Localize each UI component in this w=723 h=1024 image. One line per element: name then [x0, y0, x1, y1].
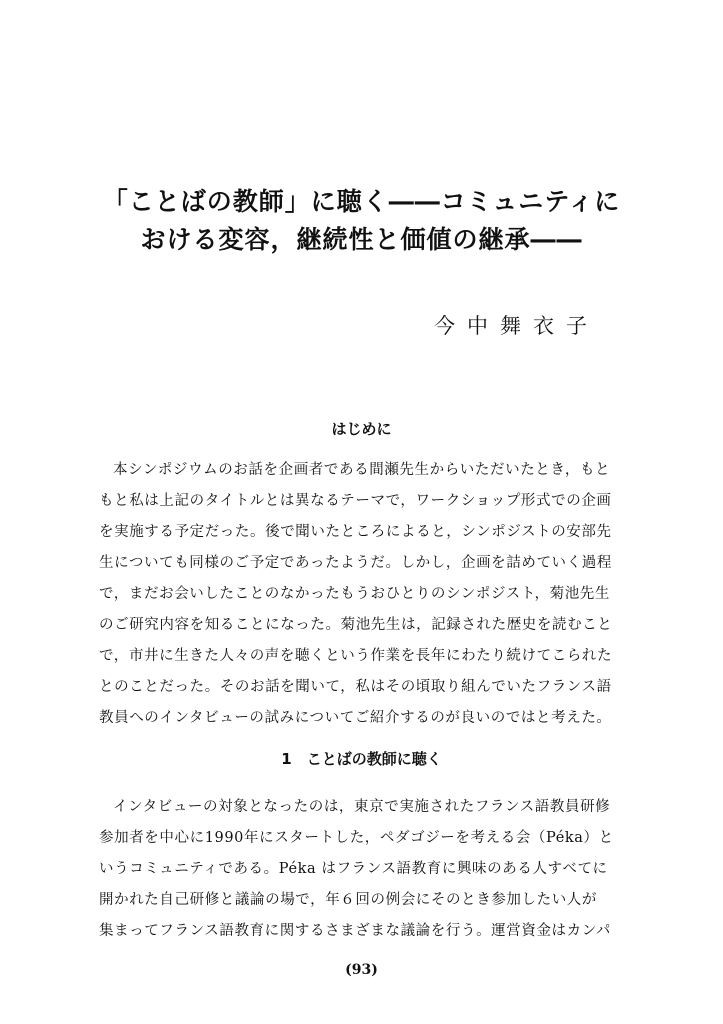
title-line-1: 「ことばの教師」に聴く――コミュニティに — [102, 187, 621, 216]
section-1-line-5: 集まってフランス語教育に関するさまざまな議論を行う。運営資金はカンパ — [99, 923, 611, 939]
section-1-line-3: いうコミュニティである。Péka はフランス語教育に興味のある人すべてに — [99, 861, 608, 877]
intro-line-6: のご研究内容を知ることになった。菊池先生は，記録された歴史を読むこと — [99, 617, 613, 633]
page-number: (93) — [345, 962, 378, 978]
intro-heading: はじめに — [331, 420, 392, 438]
intro-line-2: もと私は上記のタイトルとは異なるテーマで，ワークショップ形式での企画 — [99, 493, 612, 509]
intro-line-3: を実施する予定だった。後で聞いたところによると，シンポジストの安部先 — [99, 524, 612, 540]
intro-line-5: で，まだお会いしたことのなかったもうおひとりのシンポジスト，菊池先生 — [99, 586, 611, 602]
intro-line-8: とのことだった。そのお話を聞いて，私はその頃取り組んでいたフランス語 — [99, 679, 612, 695]
section-1-line-2: 参加者を中心に1990年にスタートした，ペダゴジーを考える会（Péka）と — [99, 830, 614, 846]
intro-line-4: 生についても同様のご予定であったようだ。しかし，企画を詰めていく過程 — [99, 555, 612, 571]
intro-line-7: で，市井に生きた人々の声を聴くという作業を長年にわたり続けてこられた — [99, 648, 613, 664]
section-1-line-4: 開かれた自己研修と議論の場で，年６回の例会にそのとき参加したい人が — [99, 892, 598, 908]
section-1-heading: 1 ことばの教師に聴く — [281, 750, 442, 768]
section-1-line-1: インタビューの対象となったのは，東京で実施されたフランス語教員研修 — [113, 799, 611, 815]
paper-title — [0, 183, 723, 259]
title-line-2: おける変容，継続性と価値の継承―― — [140, 225, 583, 254]
intro-line-1: 本シンポジウムのお話を企画者である間瀬先生からいただいたとき，もと — [113, 462, 611, 478]
author-name: 今中舞衣子 — [434, 314, 599, 338]
intro-line-9: 教員へのインタビューの試みについてご紹介するのが良いのではと考えた。 — [99, 710, 612, 726]
